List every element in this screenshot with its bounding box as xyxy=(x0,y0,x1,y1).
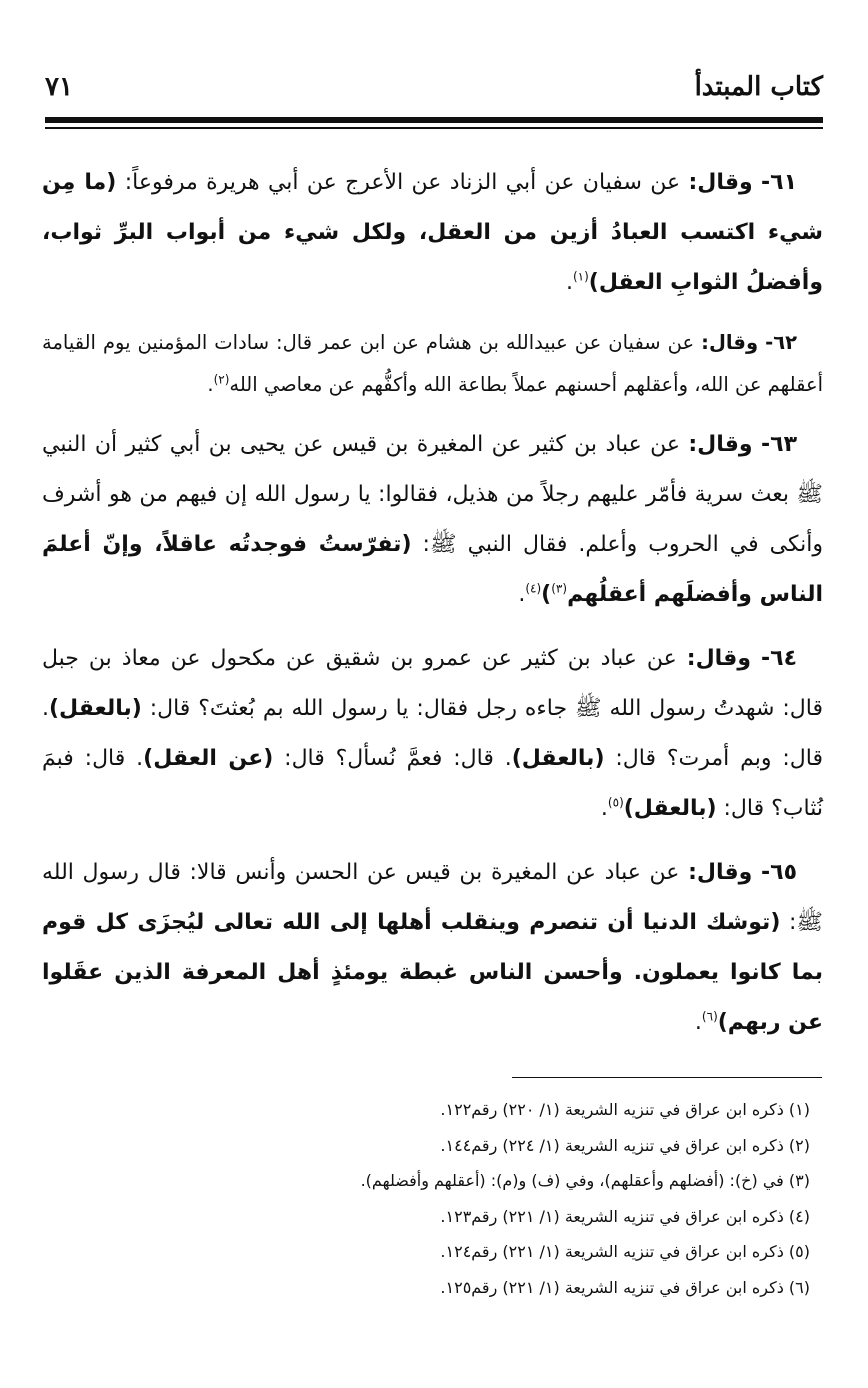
hadith-61 xyxy=(42,158,823,308)
hadith-62 xyxy=(42,322,823,406)
footnote-2: (٢) ذكره ابن عراق في تنزيه الشريعة (١/ ٢٢٤) رقم١٤٤. xyxy=(440,1135,810,1155)
footnote-ref: (٥) xyxy=(607,795,624,810)
header-rule-thin xyxy=(45,127,823,129)
footnote-ref: (٣) xyxy=(551,581,568,596)
footnote-ref: (٢) xyxy=(213,372,230,387)
footnote-ref: (١) xyxy=(572,269,589,284)
hadith-text: . قال: فعمَّ نُسأل؟ قال: xyxy=(273,746,512,771)
hadith-number: ٦٤- xyxy=(761,646,798,671)
answer: (عن العقل) xyxy=(143,746,274,771)
footnote-separator xyxy=(512,1077,822,1078)
footnotes xyxy=(45,1092,810,1305)
hadith-quote: (تفرّستُ فوجدتُه عاقلاً، وإنّ أعلمَ الناس وأفضلَهم أعقلُهم xyxy=(42,532,823,607)
hadith-quote: (توشك الدنيا أن تنصرم وينقلب أهلها إلى الله تعالى ليُجزَى كل قوم بما كانوا يعملون. وأحسن الناس غبطة يومئذٍ أهل المعرفة الذين عقَلوا عن ربهم) xyxy=(42,910,823,1035)
hadith-63 xyxy=(42,420,823,620)
hadith-text: عن سفيان عن عبيدالله بن هشام عن ابن عمر قال: سادات المؤمنين يوم القيامة أعقلهم عن الله، وأعقلهم أحسنهم عملاً بطاعة الله وأكفُّهم عن معاصي الله xyxy=(42,331,823,396)
hadith-65 xyxy=(42,848,823,1048)
main-text xyxy=(42,158,823,1062)
footnote-4: (٤) ذكره ابن عراق في تنزيه الشريعة (١/ ٢٢١) رقم١٢٣. xyxy=(440,1206,810,1226)
hadith-number: ٦٥- xyxy=(761,860,797,885)
footnote-1: (١) ذكره ابن عراق في تنزيه الشريعة (١/ ٢٢٠) رقم١٢٢. xyxy=(440,1100,810,1119)
running-header xyxy=(45,62,823,122)
end-punct: . xyxy=(600,796,608,821)
footnote-3: (٣) في (خ): (أفضلهم وأعقلهم)، وفي (ف) و(م): (أعقلهم وأفضلهم). xyxy=(360,1171,810,1190)
answer: (بالعقل) xyxy=(49,696,142,721)
said-label: وقال: xyxy=(686,646,751,671)
hadith-number: ٦٣- xyxy=(761,432,797,457)
hadith-quote: (ما مِن شيء اكتسب العبادُ أزين من العقل، ولكل شيء من أبواب البرِّ ثواب، وأفضلُ الثوابِ العقل) xyxy=(42,170,823,295)
said-label: وقال: xyxy=(701,331,759,354)
footnote-ref: (٦) xyxy=(701,1009,718,1024)
answer: (بالعقل) xyxy=(511,746,605,771)
said-label: وقال: xyxy=(688,432,753,457)
book-title: كتاب المبتدأ xyxy=(694,72,823,102)
end-punct: . xyxy=(565,270,573,295)
hadith-chain: عن سفيان عن أبي الزناد عن الأعرج عن أبي هريرة مرفوعاً: xyxy=(116,170,689,195)
header-rule-thick xyxy=(45,117,823,123)
hadith-number: ٦٢- xyxy=(765,331,797,354)
hadith-text: عن عباد بن كثير عن المغيرة بن قيس عن يحيى بن أبي كثير أن النبي ﷺ بعث سرية فأمّر عليهم رجلاً من هذيل، فقالوا: يا رسول الله إن فيهم من هو أشرف وأنكى في الحروب وأعلم. فقال النبي ﷺ: xyxy=(42,432,823,557)
footnote-5: (٥) ذكره ابن عراق في تنزيه الشريعة (١/ ٢٢١) رقم١٢٤. xyxy=(440,1242,810,1261)
footnote-6: (٦) ذكره ابن عراق في تنزيه الشريعة (١/ ٢٢١) رقم١٢٥. xyxy=(440,1277,810,1297)
page-number: ٧١ xyxy=(45,72,73,102)
said-label: وقال: xyxy=(688,860,753,885)
end-punct: . xyxy=(694,1010,702,1035)
end-punct: . xyxy=(518,582,526,607)
hadith-text: عن عباد بن كثير عن عمرو بن شقيق عن مكحول عن معاذ بن جبل قال: شهدتُ رسول الله ﷺ جاءه رجل فقال: يا رسول الله بم بُعثتَ؟ قال: xyxy=(42,646,823,721)
said-label: وقال: xyxy=(688,170,753,195)
hadith-number: ٦١- xyxy=(761,170,798,195)
quote-close: ) xyxy=(541,582,552,607)
hadith-64 xyxy=(42,634,823,834)
end-punct: . xyxy=(207,373,214,396)
hadith-text: . قال: وبم أمرت؟ قال: xyxy=(42,696,823,771)
footnote-ref: (٤) xyxy=(525,581,542,596)
answer: (بالعقل) xyxy=(623,796,717,821)
hadith-text: عن عباد عن المغيرة بن قيس عن الحسن وأنس قالا: قال رسول الله ﷺ: xyxy=(42,860,823,935)
hadith-text: . قال: فبمَ نُثاب؟ قال: xyxy=(42,746,823,821)
